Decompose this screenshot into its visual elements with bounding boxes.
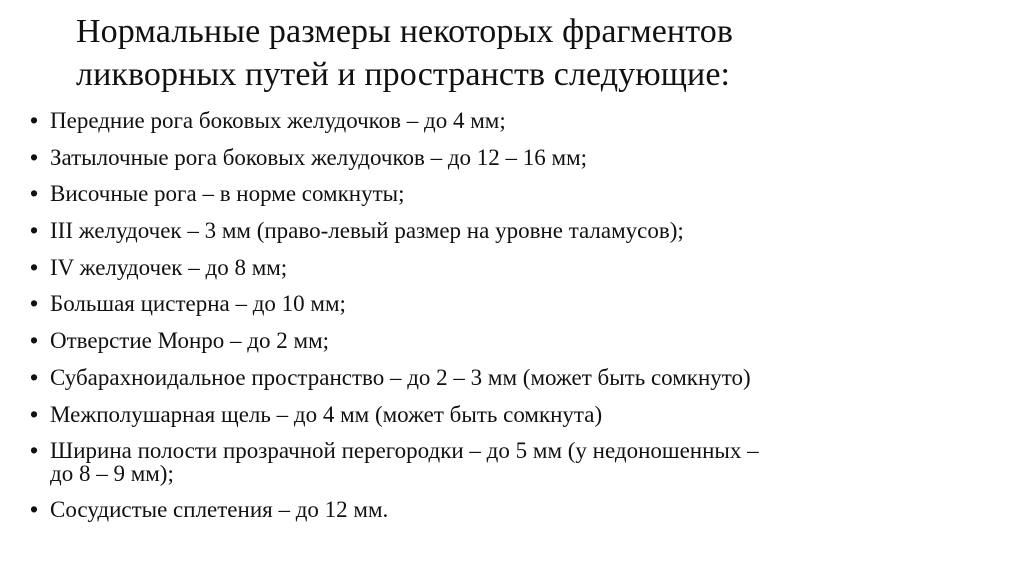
list-item	[30, 217, 990, 245]
bullet-icon: •	[30, 290, 39, 317]
bullet-icon: •	[30, 363, 39, 390]
list-item	[30, 290, 990, 318]
list-item	[30, 496, 990, 524]
bullet-icon: •	[30, 180, 39, 207]
list-item	[30, 254, 990, 282]
list-item	[30, 401, 990, 429]
list-item-text: Сосудистые сплетения – до 12 мм.	[50, 497, 389, 523]
list-item	[30, 437, 990, 487]
list-item-text: Межполушарная щель – до 4 мм (может быть сомкнута)	[50, 401, 603, 427]
list-item-text: Затылочные рога боковых желудочков – до 12 – 16 мм;	[50, 144, 588, 170]
list-item-text: Передние рога боковых желудочков – до 4 мм;	[50, 108, 506, 133]
list-item-text: Отверстие Монро – до 2 мм;	[50, 328, 330, 354]
bullet-icon: •	[30, 327, 39, 354]
bullet-icon: •	[30, 107, 39, 133]
list-item-text: III желудочек – 3 мм (право-левый размер на уровне таламусов);	[50, 218, 684, 244]
list-item	[30, 364, 990, 392]
bullet-icon: •	[30, 437, 39, 464]
bullet-list	[30, 107, 990, 533]
list-item-text: Большая цистерна – до 10 мм;	[50, 291, 346, 317]
list-item	[30, 144, 990, 172]
bullet-icon: •	[30, 400, 39, 427]
bullet-icon: •	[30, 496, 39, 523]
list-item	[30, 107, 990, 135]
list-item-text: IV желудочек – до 8 мм;	[50, 254, 288, 280]
bullet-icon: •	[30, 143, 39, 170]
list-item-text: Субарахноидальное пространство – до 2 – 3 мм (может быть сомкнуто)	[50, 364, 751, 390]
slide-title-line-2: ликворных путей и пространств следующие:	[76, 56, 731, 93]
bullet-icon: •	[30, 253, 39, 280]
list-item	[30, 180, 990, 208]
list-item	[30, 327, 990, 355]
slide-title-line-1: Нормальные размеры некоторых фрагментов	[76, 13, 733, 50]
slide-title	[76, 10, 976, 96]
bullet-icon: •	[30, 217, 39, 244]
list-item-text: Ширина полости прозрачной перегородки – до 5 мм (у недоношенных –	[50, 438, 759, 464]
list-item-text: Височные рога – в норме сомкнуты;	[50, 181, 405, 207]
list-item-text-continuation: до 8 – 9 мм);	[50, 460, 174, 486]
